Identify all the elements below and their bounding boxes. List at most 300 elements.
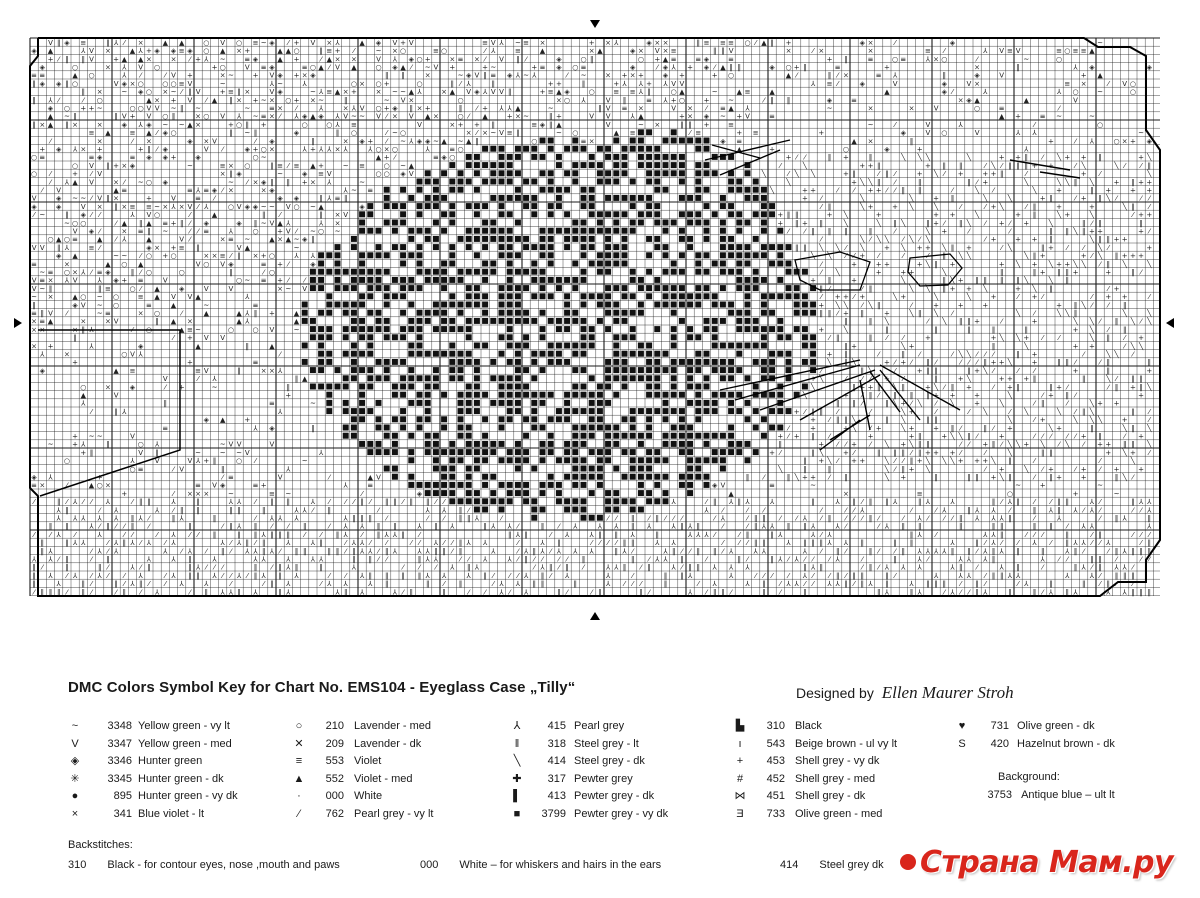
stitch-symbol: ≡ <box>137 293 144 302</box>
stitch-symbol: ‖ <box>1049 235 1053 244</box>
stitch-symbol: ‖ <box>811 432 815 441</box>
stitch-cell-dark <box>646 425 652 431</box>
stitch-symbol: ~ <box>400 88 407 97</box>
stitch-cell-dark <box>400 293 406 299</box>
stitch-symbol: ⅄ <box>64 178 70 187</box>
stitch-symbol: ⁄ <box>943 47 945 56</box>
stitch-symbol: V <box>269 88 275 97</box>
stitch-cell-dark <box>695 179 701 185</box>
stitch-symbol: ‖ <box>81 580 86 589</box>
stitch-cell-dark <box>613 244 619 250</box>
stitch-symbol: ⁄ <box>435 563 437 572</box>
stitch-cell-dark <box>605 375 611 381</box>
stitch-symbol: ⁄ <box>820 366 822 375</box>
stitch-symbol: ⁄ <box>1050 432 1052 441</box>
stitch-symbol: + <box>334 47 341 56</box>
stitch-cell-dark <box>556 187 562 193</box>
stitch-cell-dark <box>605 261 611 267</box>
stitch-symbol: ‖ <box>893 555 897 564</box>
stitch-symbol: × <box>96 120 103 129</box>
stitch-cell-dark <box>515 408 521 414</box>
stitch-cell-dark <box>687 425 693 431</box>
stitch-cell-dark <box>745 416 751 422</box>
stitch-symbol: ‖ <box>507 88 512 97</box>
stitch-symbol: ~ <box>195 448 202 457</box>
stitch-symbol: × <box>104 47 111 56</box>
color-name: Shell grey - dk <box>795 790 866 803</box>
stitch-cell-dark <box>605 457 611 463</box>
stitch-symbol: ⁄ <box>418 530 421 539</box>
stitch-symbol: ‖ <box>770 38 774 47</box>
stitch-cell-dark <box>425 408 431 414</box>
stitch-symbol: ‖ <box>278 571 282 580</box>
stitch-symbol: ‖ <box>155 448 159 457</box>
stitch-cell-dark <box>540 367 546 373</box>
stitch-symbol: ▲ <box>310 161 316 170</box>
stitch-cell-dark <box>507 154 513 160</box>
stitch-cell-dark <box>556 498 562 504</box>
stitch-symbol: ⅄ <box>130 211 135 220</box>
stitch-symbol: ⅄ <box>573 547 578 556</box>
stitch-cell-dark <box>605 384 611 390</box>
color-name: Black <box>795 720 822 732</box>
stitch-symbol: ⁄ <box>263 580 265 589</box>
stitch-symbol: ⅄ <box>40 350 45 359</box>
stitch-symbol: ⁄ <box>812 47 814 56</box>
stitch-cell-dark <box>654 179 660 185</box>
stitch-symbol: + <box>1146 366 1153 375</box>
stitch-symbol: ⁄ <box>1099 457 1101 466</box>
stitch-cell-dark <box>310 384 316 390</box>
stitch-cell-dark <box>605 490 611 496</box>
stitch-symbol: ‖ <box>1032 268 1037 277</box>
stitch-symbol: ⁄ <box>861 514 863 523</box>
stitch-symbol: ◈ <box>293 194 300 203</box>
stitch-symbol: ⅄ <box>1056 88 1062 97</box>
stitch-cell-dark <box>630 326 636 332</box>
stitch-symbol: ⅄ <box>687 571 693 580</box>
stitch-symbol: ‖ <box>835 399 840 408</box>
stitch-symbol: ‖ <box>147 563 151 572</box>
stitch-symbol: ‖ <box>458 514 463 523</box>
stitch-cell-dark <box>654 482 660 488</box>
stitch-symbol: ⁄ <box>1115 555 1118 564</box>
stitch-cell-dark <box>449 326 455 332</box>
stitch-cell-dark <box>802 359 808 365</box>
stitch-symbol: ⅄ <box>704 530 709 539</box>
stitch-symbol: ‖ <box>212 457 217 466</box>
stitch-symbol: ⅄ <box>286 580 291 589</box>
stitch-symbol: ⁄ <box>418 539 421 548</box>
stitch-symbol: + <box>867 161 874 170</box>
color-name: Steel grey - dk <box>574 755 645 768</box>
stitch-symbol: ╲ <box>884 235 890 244</box>
stitch-cell-dark <box>433 449 439 455</box>
stitch-cell-dark <box>384 293 390 299</box>
stitch-cell-dark <box>318 252 324 258</box>
stitch-symbol: V <box>605 120 611 129</box>
stitch-symbol: ⅄ <box>343 145 348 154</box>
stitch-symbol: ⁄ <box>66 309 68 318</box>
stitch-cell-dark <box>613 302 619 308</box>
stitch-symbol: ⁄ <box>902 375 904 384</box>
stitch-cell-dark <box>400 220 406 226</box>
stitch-symbol: ‖ <box>540 580 545 589</box>
stitch-cell-dark <box>351 277 357 283</box>
stitch-cell-dark <box>654 392 660 398</box>
stitch-cell-dark <box>302 359 308 365</box>
stitch-cell-dark <box>540 252 546 258</box>
stitch-symbol: ╲ <box>1065 178 1070 187</box>
stitch-cell-dark <box>507 228 513 234</box>
stitch-symbol: + <box>186 334 193 343</box>
stitch-cell-dark <box>753 195 759 201</box>
stitch-symbol: ⁄ <box>861 563 863 572</box>
stitch-cell-dark <box>761 433 767 439</box>
stitch-symbol: ○ <box>88 71 95 80</box>
stitch-cell-dark <box>466 441 472 447</box>
stitch-symbol: V <box>359 104 365 113</box>
stitch-symbol: ‖ <box>81 325 86 334</box>
stitch-symbol: ‖ <box>958 317 963 326</box>
stitch-symbol: ⁄ <box>1148 555 1150 564</box>
stitch-cell-dark <box>507 482 513 488</box>
stitch-cell-dark <box>728 203 734 209</box>
stitch-symbol: V <box>220 38 226 47</box>
stitch-symbol: + <box>1146 243 1153 252</box>
stitch-symbol: ⅄ <box>491 47 496 56</box>
stitch-symbol: ~ <box>219 79 226 88</box>
stitch-symbol: ‖ <box>753 514 758 523</box>
dmc-code: 553 <box>325 755 344 768</box>
stitch-symbol: ‖ <box>835 416 840 425</box>
stitch-symbol: ‖ <box>991 440 996 449</box>
stitch-symbol: + <box>1097 227 1104 236</box>
stitch-symbol: ⁄ <box>1148 416 1150 425</box>
stitch-symbol: ‖ <box>1131 202 1135 211</box>
stitch-symbol: ~ <box>39 268 46 277</box>
stitch-symbol: ‖ <box>1139 383 1143 392</box>
stitch-symbol: ‖ <box>1139 375 1143 384</box>
stitch-symbol: ‖ <box>696 563 701 572</box>
stitch-symbol: ◈ <box>949 38 956 47</box>
stitch-symbol: ⁄ <box>984 571 986 580</box>
stitch-cell-dark <box>564 211 570 217</box>
stitch-symbol: ‖ <box>65 79 69 88</box>
stitch-symbol: × <box>211 252 218 261</box>
stitch-symbol: ◈ <box>236 219 242 228</box>
stitch-cell-dark <box>425 170 431 176</box>
stitch-symbol: ‖ <box>901 448 906 457</box>
stitch-cell-dark <box>704 400 710 406</box>
stitch-symbol: ≡ <box>219 161 226 170</box>
dmc-code: 415 <box>547 720 566 732</box>
stitch-cell-dark <box>466 449 472 455</box>
stitch-cell-dark <box>646 416 652 422</box>
stitch-symbol: + <box>1031 260 1038 269</box>
stitch-symbol: ⁄ <box>1025 202 1027 211</box>
stitch-symbol: ⁄ <box>763 506 765 515</box>
stitch-symbol: ⁄ <box>353 47 355 56</box>
stitch-symbol: + <box>1039 194 1046 203</box>
stitch-cell-dark <box>654 474 660 480</box>
stitch-cell-dark <box>335 269 341 275</box>
stitch-cell-dark <box>605 285 611 291</box>
stitch-cell-dark <box>810 310 816 316</box>
stitch-symbol: ⅄ <box>245 317 250 326</box>
stitch-symbol: ‖ <box>1114 383 1119 392</box>
stitch-symbol: V <box>130 350 135 359</box>
stitch-cell-dark <box>499 392 505 398</box>
stitch-symbol: + <box>801 219 808 228</box>
stitch-symbol: ‖ <box>876 383 881 392</box>
stitch-symbol: ‖ <box>548 112 553 121</box>
stitch-symbol: ⅄ <box>507 522 512 531</box>
stitch-cell-dark <box>458 277 464 283</box>
stitch-cell-dark <box>507 236 513 242</box>
stitch-cell-dark <box>695 211 701 217</box>
stitch-symbol: ⅄ <box>195 457 201 466</box>
stitch-symbol: ‖ <box>48 522 53 531</box>
stitch-symbol: ≡ <box>195 481 202 490</box>
stitch-symbol: + <box>293 38 300 47</box>
stitch-symbol: ▲ <box>613 129 619 138</box>
stitch-symbol: + <box>400 38 407 47</box>
stitch-symbol: ~ <box>318 96 325 105</box>
stitch-symbol: ⅄ <box>253 555 258 564</box>
stitch-symbol: ◈ <box>277 88 283 97</box>
stitch-symbol: ‖ <box>1065 498 1070 507</box>
stitch-symbol: ‖ <box>680 522 684 531</box>
stitch-symbol: ⁄ <box>1074 407 1077 416</box>
stitch-symbol: ‖ <box>729 63 733 72</box>
stitch-symbol: ‖ <box>466 514 471 523</box>
stitch-cell-dark <box>425 269 431 275</box>
stitch-cell-dark <box>335 244 341 250</box>
stitch-symbol: ⅄ <box>269 514 275 523</box>
stitch-cell-dark <box>433 384 439 390</box>
stitch-symbol: ⁄ <box>984 202 986 211</box>
stitch-cell-dark <box>515 375 521 381</box>
stitch-symbol: ‖ <box>1049 194 1053 203</box>
stitch-cell-dark <box>695 384 701 390</box>
stitch-symbol: ╲ <box>1130 317 1136 326</box>
stitch-cell-dark <box>622 318 628 324</box>
stitch-symbol: ○ <box>1097 120 1104 129</box>
stitch-symbol: ⁄ <box>1042 153 1044 162</box>
stitch-cell-dark <box>671 261 677 267</box>
stitch-cell-dark <box>622 195 628 201</box>
stitch-symbol: ⅄ <box>835 555 840 564</box>
stitch-symbol: + <box>178 383 185 392</box>
stitch-symbol: ○ <box>301 120 308 129</box>
stitch-cell-dark <box>769 261 775 267</box>
stitch-symbol: ⁄ <box>328 473 330 482</box>
stitch-cell-dark <box>613 466 619 472</box>
stitch-cell-dark <box>786 285 792 291</box>
stitch-cell-dark <box>572 318 578 324</box>
stitch-symbol: ⅄ <box>122 71 127 80</box>
stitch-cell-dark <box>622 244 628 250</box>
stitch-symbol: ⁄ <box>1107 243 1109 252</box>
stitch-symbol: ⅄ <box>56 514 61 523</box>
stitch-symbol: ▲ <box>310 112 316 121</box>
stitch-cell-dark <box>630 474 636 480</box>
stitch-cell-dark <box>654 359 660 365</box>
stitch-symbol: ⅄ <box>1089 506 1095 515</box>
stitch-symbol: ⁄ <box>828 334 831 343</box>
stitch-cell-dark <box>695 187 701 193</box>
stitch-cell-dark <box>687 482 693 488</box>
stitch-symbol: ⁄ <box>902 514 904 523</box>
stitch-cell-dark <box>458 425 464 431</box>
stitch-symbol: + <box>1088 227 1095 236</box>
stitch-symbol: × <box>186 317 193 326</box>
stitch-symbol: ‖ <box>581 79 586 88</box>
stitch-symbol: ╲ <box>933 202 939 211</box>
stitch-cell-dark <box>605 211 611 217</box>
stitch-cell-dark <box>482 179 488 185</box>
stitch-symbol: ⁄ <box>189 588 191 597</box>
stitch-symbol: ⁄ <box>49 178 52 187</box>
stitch-symbol: ⁄ <box>328 63 330 72</box>
stitch-symbol: ‖ <box>1049 383 1053 392</box>
stitch-cell-dark <box>531 244 537 250</box>
stitch-symbol: V <box>228 440 234 449</box>
stitch-symbol: ‖ <box>114 112 118 121</box>
stitch-symbol: + <box>892 202 899 211</box>
stitch-symbol: ⁄ <box>1017 580 1019 589</box>
stitch-symbol: × <box>154 96 161 105</box>
stitch-symbol: ⅄ <box>802 571 808 580</box>
stitch-symbol: × <box>260 186 267 195</box>
stitch-symbol: ⁄ <box>1066 399 1068 408</box>
stitch-symbol: ‖ <box>835 571 840 580</box>
stitch-cell-dark <box>638 351 644 357</box>
stitch-symbol: V <box>48 309 53 318</box>
stitch-symbol: ⅄ <box>286 465 291 474</box>
stitch-symbol: ⁄ <box>492 571 494 580</box>
stitch-cell-dark <box>564 449 570 455</box>
stitch-symbol: ≡ <box>268 399 275 408</box>
stitch-cell-dark <box>630 138 636 144</box>
stitch-symbol: ≡ <box>129 153 136 162</box>
stitch-symbol: + <box>818 301 825 310</box>
stitch-symbol: ⁄ <box>410 63 412 72</box>
stitch-cell-dark <box>704 293 710 299</box>
stitch-cell-dark <box>564 293 570 299</box>
stitch-symbol: ~ <box>219 440 226 449</box>
stitch-symbol: ○ <box>564 96 571 105</box>
stitch-symbol: + <box>1080 473 1087 482</box>
stitch-symbol: ≡ <box>580 63 587 72</box>
stitch-cell-dark <box>581 269 587 275</box>
stitch-cell-dark <box>704 138 710 144</box>
stitch-symbol: ╲ <box>1073 416 1078 425</box>
stitch-symbol: + <box>990 473 997 482</box>
stitch-symbol: ‖ <box>844 342 848 351</box>
stitch-cell-dark <box>474 252 480 258</box>
stitch-symbol: + <box>998 260 1005 269</box>
stitch-symbol: ⅄ <box>1065 571 1070 580</box>
stitch-symbol: ○ <box>137 104 144 113</box>
stitch-cell-dark <box>367 343 373 349</box>
stitch-symbol: ‖ <box>253 571 258 580</box>
stitch-symbol: ⁄ <box>172 465 175 474</box>
stitch-symbol: ⁄ <box>189 211 191 220</box>
stitch-symbol: ⅄ <box>925 55 931 64</box>
stitch-cell-dark <box>367 367 373 373</box>
stitch-symbol: × <box>482 129 489 138</box>
stitch-symbol: ⅄ <box>655 555 660 564</box>
stitch-cell-dark <box>753 425 759 431</box>
stitch-symbol: + <box>998 358 1005 367</box>
stitch-symbol: ⁄ <box>878 252 880 261</box>
stitch-symbol: ╲ <box>1015 440 1021 449</box>
stitch-symbol: ⁄ <box>820 268 822 277</box>
stitch-symbol: + <box>1113 399 1120 408</box>
stitch-cell-dark <box>605 433 611 439</box>
stitch-symbol: V <box>679 79 685 88</box>
dmc-code: 341 <box>113 807 132 820</box>
stitch-symbol: ⅄ <box>97 571 102 580</box>
stitch-cell-dark <box>630 269 636 275</box>
stitch-symbol: ╲ <box>1073 260 1078 269</box>
stitch-cell-dark <box>400 326 406 332</box>
stitch-cell-dark <box>638 343 644 349</box>
stitch-symbol: ‖ <box>1114 252 1119 261</box>
stitch-symbol: ⁄ <box>845 547 847 556</box>
stitch-symbol: ‖ <box>89 448 94 457</box>
stitch-symbol: ⁄ <box>230 539 232 548</box>
plus-bold-icon: ✚ <box>512 772 522 785</box>
stitch-symbol: ‖ <box>1065 227 1070 236</box>
heart-icon: ♥ <box>958 720 966 732</box>
stitch-cell-dark <box>810 302 816 308</box>
stitch-cell-dark <box>786 261 792 267</box>
stitch-cell-dark <box>433 482 439 488</box>
stitch-symbol: + <box>129 112 136 121</box>
stitch-symbol: ⁄ <box>599 539 601 548</box>
stitch-symbol: + <box>851 440 858 449</box>
stitch-symbol: ≡ <box>137 465 144 474</box>
stitch-cell-dark <box>376 441 382 447</box>
stitch-cell-dark <box>589 474 595 480</box>
stitch-symbol: ⁄ <box>99 243 101 252</box>
stitch-cell-dark <box>663 392 669 398</box>
stitch-symbol: ‖ <box>712 547 717 556</box>
stitch-symbol: ◈ <box>884 145 890 154</box>
stitch-symbol: V <box>400 96 406 105</box>
stitch-symbol: ⅄ <box>97 514 102 523</box>
stitch-symbol: ⁄ <box>566 588 568 597</box>
stitch-symbol: ‖ <box>97 284 102 293</box>
stitch-cell-dark <box>449 277 455 283</box>
stitch-cell-dark <box>449 187 455 193</box>
stitch-cell-dark <box>704 359 710 365</box>
stitch-symbol: ◈ <box>47 104 54 113</box>
stitch-symbol: + <box>957 457 964 466</box>
stitch-symbol: ‖ <box>48 588 53 597</box>
stitch-cell-dark <box>531 466 537 472</box>
stitch-symbol: ‖ <box>40 309 45 318</box>
stitch-cell-dark <box>540 277 546 283</box>
dmc-code: 420 <box>990 737 1009 750</box>
stitch-cell-dark <box>630 277 636 283</box>
stitch-cell-dark <box>646 392 652 398</box>
stitch-symbol: ≡ <box>80 38 87 47</box>
stitch-cell-dark <box>392 474 398 480</box>
